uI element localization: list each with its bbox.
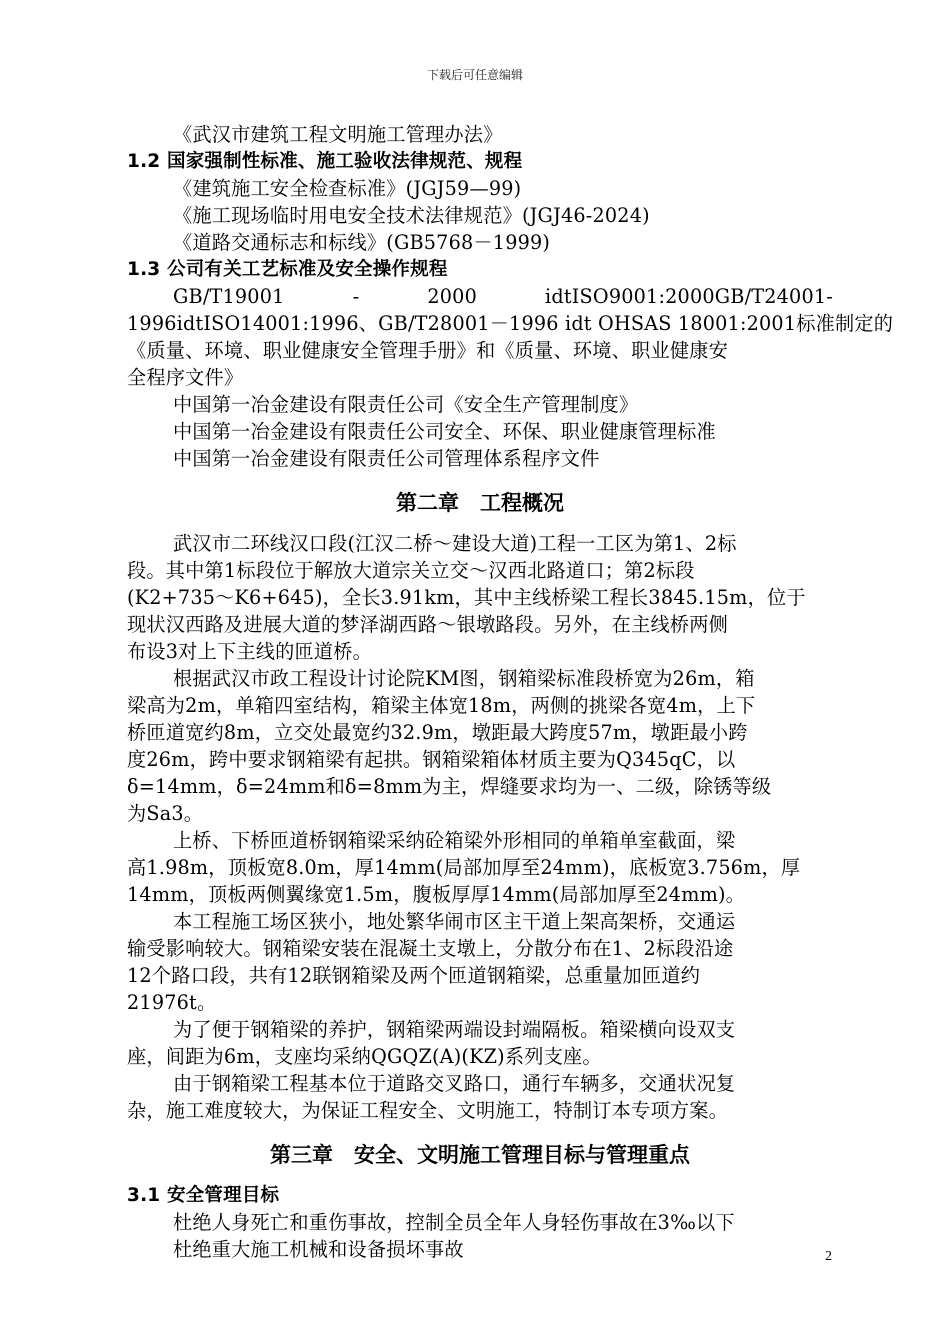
text-line: 21976t。 <box>127 991 217 1014</box>
text-line: 《质量、环境、职业健康安全管理手册》和《质量、环境、职业健康安 <box>127 339 729 362</box>
text-line: δ=14mm，δ=24mm和δ=8mm为主，焊缝要求均为一、二级，除锈等级 <box>127 775 772 798</box>
text-line: 座，间距为6m，支座均采纳QGQZ(A)(KZ)系列支座。 <box>127 1045 602 1068</box>
text-line: 《建筑施工安全检查标准》(JGJ59—99) <box>173 177 522 200</box>
text-line: 《施工现场临时用电安全技术法律规范》(JGJ46-2024) <box>173 204 650 227</box>
text-line: 度26m，跨中要求钢箱梁有起拱。钢箱梁箱体材质主要为Q345qC，以 <box>127 748 736 771</box>
text-line: 本工程施工场区狭小，地处繁华闹市区主干道上架高架桥，交通运 <box>173 910 736 933</box>
section-heading-1-2: 1.2 国家强制性标准、施工验收法律规范、规程 <box>127 151 523 172</box>
text-line: 杜绝重大施工机械和设备损坏事故 <box>173 1238 464 1261</box>
text-line: 中国第一冶金建设有限责任公司管理体系程序文件 <box>173 447 600 470</box>
section-heading-1-3: 1.3 公司有关工艺标准及安全操作规程 <box>127 259 448 280</box>
text-line: 《武汉市建筑工程文明施工管理办法》 <box>173 123 503 146</box>
standards-line <box>127 283 833 310</box>
text-line: 段。其中第1标段位于解放大道宗关立交～汉西北路道口；第2标段 <box>127 559 695 582</box>
text-fragment: 2000 <box>427 285 477 308</box>
text-line: 高1.98m，顶板宽8.0m，厚14mm(局部加厚至24mm)，底板宽3.756m，厚 <box>127 856 801 879</box>
text-line: 12个路口段，共有12联钢箱梁及两个匝道钢箱梁，总重量加匝道约 <box>127 964 701 987</box>
text-line: (K2+735～K6+645)，全长3.91km，其中主线桥梁工程长3845.15m，位于 <box>127 586 806 609</box>
page-header: 下载后可任意编辑 <box>426 68 523 82</box>
text-line: 桥匝道宽约8m，立交处最宽约32.9m，墩距最大跨度57m，墩距最小跨 <box>127 721 748 744</box>
text-line: 中国第一冶金建设有限责任公司《安全生产管理制度》 <box>173 393 639 416</box>
page-number: 2 <box>825 1249 832 1264</box>
text-line: 梁高为2m，单箱四室结构，箱梁主体宽18m，两侧的挑梁各宽4m，上下 <box>127 694 756 717</box>
chapter-2-heading: 第二章 工程概况 <box>396 491 564 515</box>
text-line: 14mm，顶板两侧翼缘宽1.5m，腹板厚厚14mm(局部加厚至24mm)。 <box>127 883 746 906</box>
text-line: 《道路交通标志和标线》(GB5768－1999) <box>173 231 551 254</box>
text-line: 1996idtISO14001:1996、GB/T28001－1996 idt OHSAS 18001:2001标准制定的 <box>127 312 894 335</box>
text-fragment: idtISO9001:2000GB/T24001- <box>545 285 833 308</box>
document-body <box>127 121 894 1263</box>
text-line: 全程序文件》 <box>127 366 244 389</box>
text-line: 杜绝人身死亡和重伤事故，控制全员全年人身轻伤事故在3‰以下 <box>173 1211 735 1234</box>
text-line: 根据武汉市政工程设计讨论院KM图，钢箱梁标准段桥宽为26m，箱 <box>173 667 755 690</box>
text-line: 布设3对上下主线的匝道桥。 <box>127 640 373 663</box>
text-line: 中国第一冶金建设有限责任公司安全、环保、职业健康管理标准 <box>173 420 716 443</box>
text-line: 武汉市二环线汉口段(江汉二桥～建设大道)工程一工区为第1、2标 <box>173 532 737 555</box>
text-fragment: - <box>352 285 360 308</box>
text-line: 输受影响较大。钢箱梁安装在混凝土支墩上，分散分布在1、2标段沿途 <box>127 937 734 960</box>
text-line: 杂，施工难度较大，为保证工程安全、文明施工，特制订本专项方案。 <box>127 1099 729 1122</box>
chapter-3-heading: 第三章 安全、文明施工管理目标与管理重点 <box>270 1143 690 1167</box>
text-line: 现状汉西路及进展大道的梦泽湖西路～银墩路段。另外，在主线桥两侧 <box>127 613 729 636</box>
text-line: 由于钢箱梁工程基本位于道路交叉路口，通行车辆多，交通状况复 <box>173 1072 736 1095</box>
text-line: 为了便于钢箱梁的养护，钢箱梁两端设封端隔板。箱梁横向设双支 <box>173 1018 736 1041</box>
text-line: 上桥、下桥匝道桥钢箱梁采纳砼箱梁外形相同的单箱单室截面，梁 <box>173 829 736 852</box>
text-fragment: GB/T19001 <box>173 285 285 308</box>
section-heading-3-1: 3.1 安全管理目标 <box>127 1185 280 1206</box>
text-line: 为Sa3。 <box>127 802 204 825</box>
